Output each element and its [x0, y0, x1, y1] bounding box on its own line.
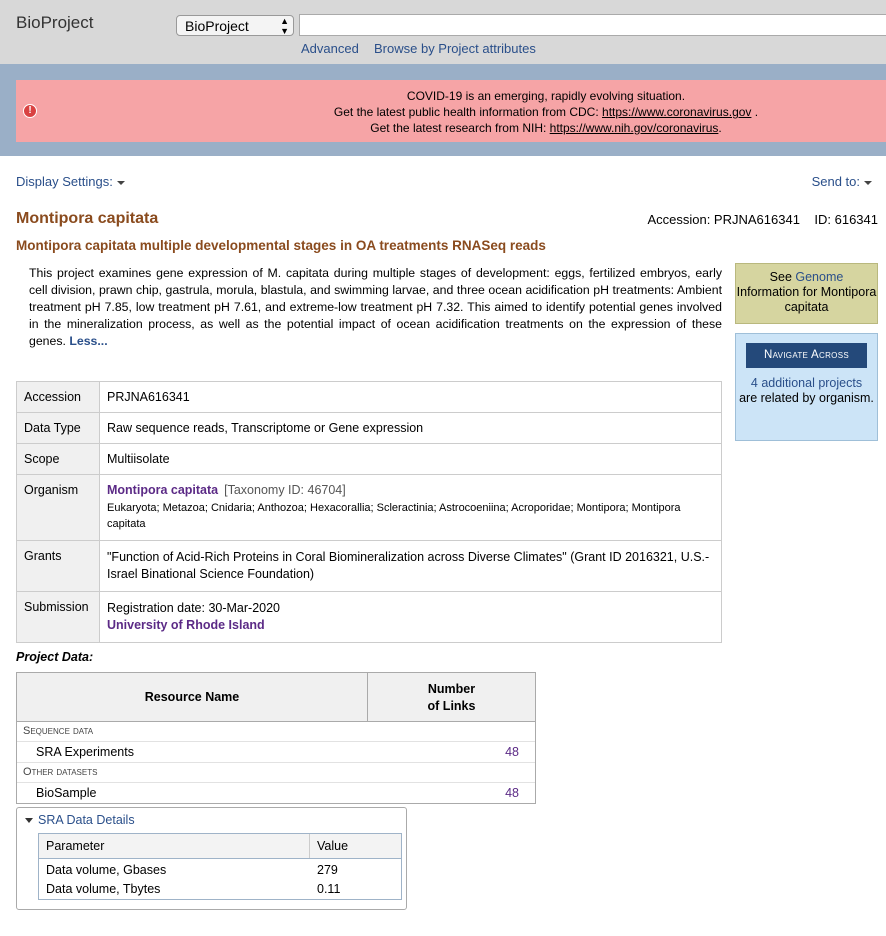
info-label: Accession — [17, 382, 100, 413]
project-description — [29, 265, 722, 350]
browse-attributes-link[interactable]: Browse by Project attributes — [374, 41, 536, 56]
alert-line-2 — [316, 104, 776, 120]
info-label: Grants — [17, 541, 100, 592]
navigate-across-box — [735, 333, 878, 441]
genome-see-text: See — [769, 270, 796, 284]
info-value: PRJNA616341 — [100, 382, 722, 413]
category-other-datasets: Other datasets — [17, 763, 535, 783]
caret-down-icon — [864, 181, 872, 185]
resource-name: SRA Experiments — [36, 745, 134, 759]
sra-table-header — [39, 834, 401, 859]
nih-link[interactable]: https://www.nih.gov/coronavirus — [549, 121, 719, 135]
cdc-link[interactable]: https://www.coronavirus.gov — [602, 105, 752, 119]
links-header-line-1: Number — [427, 682, 476, 696]
resource-name: BioSample — [36, 786, 97, 800]
biosample-count-link[interactable]: 48 — [505, 786, 519, 800]
alert-line-1: COVID-19 is an emerging, rapidly evolving situation. — [406, 89, 686, 103]
info-row-organism — [17, 475, 722, 541]
genome-link[interactable]: Genome — [795, 270, 844, 284]
display-settings-menu[interactable] — [16, 174, 125, 189]
sra-details-title: SRA Data Details — [38, 813, 135, 827]
alert-line-3 — [316, 120, 776, 136]
sra-details-table — [38, 833, 402, 900]
table-row — [39, 880, 401, 899]
info-label: Organism — [17, 475, 100, 541]
resource-name-header: Resource Name — [17, 673, 368, 721]
database-select-value: BioProject — [185, 18, 249, 34]
info-value: Multiisolate — [100, 444, 722, 475]
info-value: "Function of Acid-Rich Proteins in Coral Biomineralization across Diverse Climates" (Grant ID 2016321, U.S.-Israel Binational Science Foundation) — [100, 541, 722, 592]
info-value — [100, 592, 722, 643]
value-cell: 279 — [317, 863, 338, 877]
info-value — [100, 475, 722, 541]
project-data-table — [16, 672, 536, 804]
alert-line-3-text: Get the latest research from NIH: — [370, 121, 550, 135]
organism-lineage: Eukaryota; Metazoa; Cnidaria; Anthozoa; Hexacorallia; Scleractinia; Astrocoeniina; Acroporidae; Montipora; Montipora capitata — [107, 502, 681, 530]
genome-info-text: Information for Montipora capitata — [736, 285, 877, 314]
related-projects-link[interactable]: 4 additional projects — [750, 376, 863, 390]
alert-line-3-end: . — [718, 121, 722, 135]
description-text: This project examines gene expression of M. capitata during multiple stages of development: eggs, fertilized embryos, early cell division, prawn chip, gastrula, morula, blastula, and swimming larvae, and three ocean acidification pH treatments: Ambient treatment pH 7.85, low treatment pH 7.61, and extreme-low treatment pH 7.32. This aimed to identify potential genes involved in the mineralization process, as well as the potential impact of ocean acidification treatments on the expression of these genes. — [29, 266, 722, 348]
project-data-label: Project Data: — [16, 650, 94, 664]
project-info-table — [16, 381, 722, 643]
organism-link[interactable]: Montipora capitata — [107, 483, 219, 497]
parameter-header: Parameter — [46, 839, 105, 853]
header-bar — [0, 0, 886, 64]
alert-icon: ! — [23, 104, 37, 118]
info-value: Raw sequence reads, Transcriptome or Gene expression — [100, 413, 722, 444]
info-row-data-type — [17, 413, 722, 444]
project-subtitle: Montipora capitata multiple developmental stages in OA treatments RNASeq reads — [16, 238, 546, 253]
covid-alert — [16, 80, 886, 142]
caret-down-icon — [117, 181, 125, 185]
genome-info-box — [735, 263, 878, 324]
table-row — [39, 861, 401, 880]
alert-line-2-text: Get the latest public health information from CDC: — [333, 105, 603, 119]
submitter-link[interactable]: University of Rhode Island — [107, 618, 265, 632]
sra-details-toggle[interactable] — [25, 813, 135, 827]
table-row — [17, 783, 535, 803]
info-row-grants — [17, 541, 722, 592]
page-title: Montipora capitata — [16, 210, 159, 227]
display-settings-label: Display Settings: — [16, 174, 113, 189]
info-row-scope — [17, 444, 722, 475]
info-label: Data Type — [17, 413, 100, 444]
category-sequence-data: Sequence data — [17, 722, 535, 742]
links-header — [368, 681, 535, 715]
parameter-cell: Data volume, Gbases — [46, 863, 167, 877]
less-link[interactable]: Less... — [69, 334, 108, 348]
send-to-label: Send to: — [811, 174, 860, 189]
send-to-menu[interactable] — [812, 174, 872, 189]
database-select[interactable] — [176, 15, 294, 36]
select-arrows-icon: ▲ ▼ — [280, 16, 289, 36]
sra-experiments-count-link[interactable]: 48 — [505, 745, 519, 759]
info-row-accession — [17, 382, 722, 413]
project-data-header — [17, 673, 535, 722]
sra-details-panel — [16, 807, 407, 910]
parameter-cell: Data volume, Tbytes — [46, 882, 161, 896]
brand-title[interactable]: BioProject — [16, 13, 94, 32]
links-header-line-2: of Links — [427, 699, 476, 713]
value-cell: 0.11 — [317, 882, 341, 896]
alert-line-2-end: . — [751, 105, 759, 119]
table-row — [17, 742, 535, 763]
header-divider — [309, 834, 310, 858]
info-label: Scope — [17, 444, 100, 475]
related-projects-text: are related by organism. — [739, 391, 874, 405]
accession-label: Accession: PRJNA616341 — [647, 212, 800, 227]
accession-id-line — [647, 212, 878, 227]
info-label: Submission — [17, 592, 100, 643]
search-input[interactable] — [299, 14, 886, 36]
info-row-submission — [17, 592, 722, 643]
triangle-down-icon — [25, 818, 33, 823]
navigate-across-heading: Navigate Across — [746, 343, 867, 368]
registration-date: Registration date: 30-Mar-2020 — [107, 601, 281, 615]
id-label: ID: 616341 — [814, 212, 878, 227]
taxonomy-id: [Taxonomy ID: 46704] — [224, 483, 346, 497]
value-header: Value — [317, 839, 349, 853]
advanced-search-link[interactable]: Advanced — [301, 41, 359, 56]
